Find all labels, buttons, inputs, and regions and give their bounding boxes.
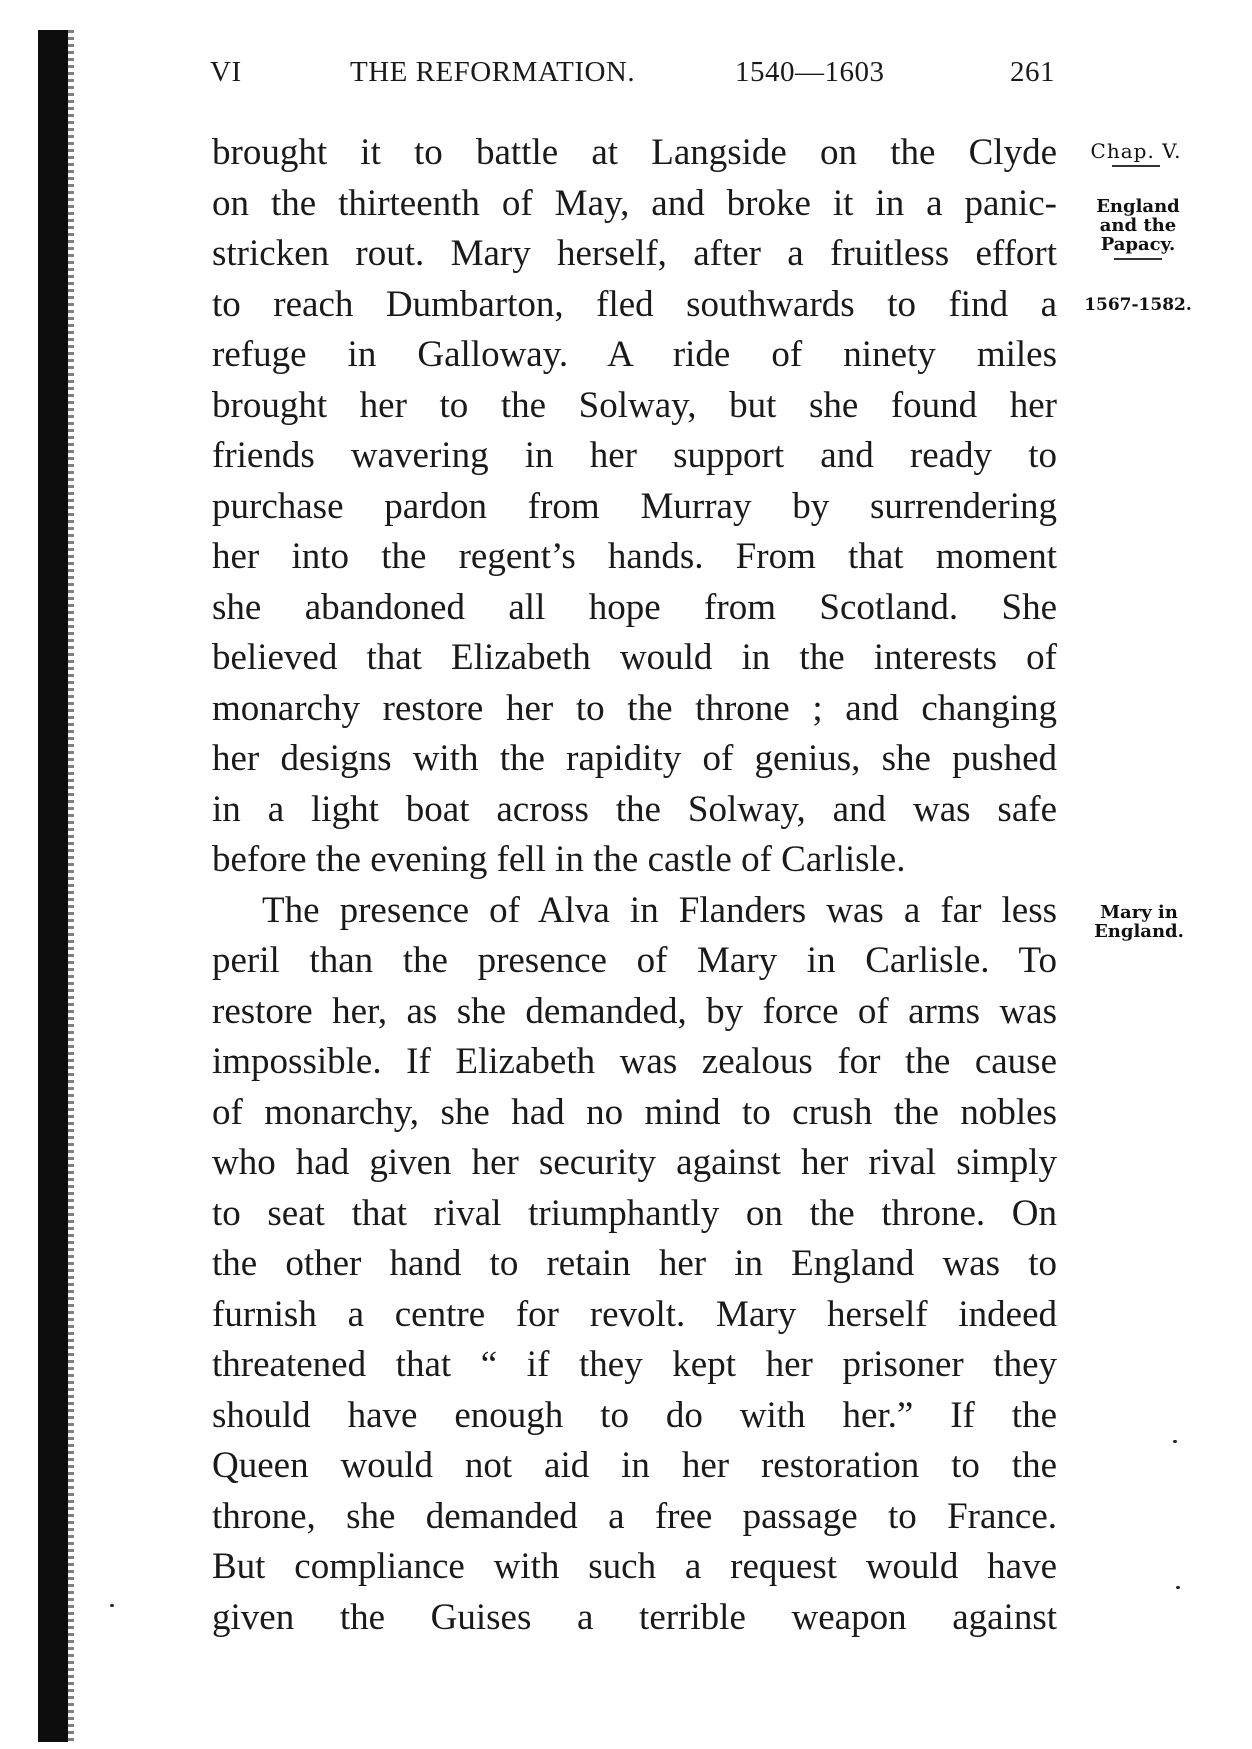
text-line: should have enough to do with her.” If the (212, 1394, 1057, 1436)
scan-speck (1173, 1440, 1177, 1443)
sidenote-topic-line: and the (1099, 215, 1177, 236)
sidenote-chapter (1076, 139, 1196, 169)
text-line: peril than the presence of Mary in Carlisle. To (212, 940, 1057, 981)
sidenote-years: 1567-1582. (1084, 295, 1192, 315)
text-line: The presence of Alva in Flanders was a far less (262, 889, 1057, 931)
text-line: threatened that “ if they kept her prisoner they (212, 1344, 1057, 1385)
sidenote-topic (1080, 197, 1196, 262)
body-text (212, 128, 1057, 1643)
text-line: given the Guises a terrible weapon against (212, 1596, 1057, 1638)
text-line: refuge in Galloway. A ride of ninety miles (212, 334, 1057, 375)
text-line: impossible. If Elizabeth was zealous for the cause (212, 1041, 1057, 1082)
sidenote-mary-line: England. (1094, 921, 1184, 942)
chapter-label: Chap. V. (1090, 139, 1182, 163)
text-line: before the evening fell in the castle of Carlisle. (212, 839, 906, 880)
paragraph-1 (212, 128, 1057, 886)
book-binding-edge (38, 30, 68, 1742)
text-line: to reach Dumbarton, fled southwards to find a (212, 283, 1057, 325)
text-line: friends wavering in her support and ready to (212, 435, 1057, 476)
sidenote-divider (1114, 258, 1162, 260)
text-line: monarchy restore her to the throne ; and changing (212, 687, 1057, 729)
text-line: Queen would not aid in her restoration to the (212, 1445, 1057, 1486)
sidenote-mary-in-england (1083, 903, 1195, 941)
text-line: furnish a centre for revolt. Mary herself indeed (212, 1293, 1057, 1335)
running-header (210, 56, 1055, 96)
text-line: on the thirteenth of May, and broke it in a panic- (212, 182, 1057, 224)
sidenote-topic-line: Papacy. (1100, 234, 1176, 255)
text-line: throne, she demanded a free passage to France. (212, 1495, 1057, 1537)
paragraph-2 (212, 886, 1057, 1644)
scan-speck (1176, 1586, 1180, 1589)
text-line: brought her to the Solway, but she found her (212, 384, 1057, 426)
sidenote-topic-line: England (1096, 196, 1180, 217)
text-line: her designs with the rapidity of genius, she pushed (212, 738, 1057, 779)
text-line: But compliance with such a request would have (212, 1546, 1057, 1587)
text-line: brought it to battle at Langside on the Clyde (212, 132, 1057, 173)
sidenote-mary-line: Mary in (1100, 902, 1178, 923)
text-line: stricken rout. Mary herself, after a fruitless effort (212, 233, 1057, 274)
scan-speck (110, 1604, 114, 1607)
section-number: VI (210, 56, 242, 88)
text-line: purchase pardon from Murray by surrendering (212, 485, 1057, 527)
text-line: believed that Elizabeth would in the interests of (212, 637, 1057, 678)
text-line: to seat that rival triumphantly on the throne. On (212, 1192, 1057, 1234)
text-line: of monarchy, she had no mind to crush the nobles (212, 1091, 1057, 1133)
text-line: she abandoned all hope from Scotland. She (212, 586, 1057, 628)
text-line: restore her, as she demanded, by force of arms was (212, 990, 1057, 1032)
running-years: 1540—1603 (735, 56, 885, 88)
text-line: in a light boat across the Solway, and was safe (212, 788, 1057, 830)
sidenote-divider (1112, 165, 1160, 167)
running-title: THE REFORMATION. (350, 56, 636, 88)
page-number: 261 (1010, 56, 1055, 88)
text-line: who had given her security against her rival simply (212, 1142, 1057, 1183)
text-line: the other hand to retain her in England was to (212, 1243, 1057, 1284)
text-line: her into the regent’s hands. From that moment (212, 536, 1057, 577)
